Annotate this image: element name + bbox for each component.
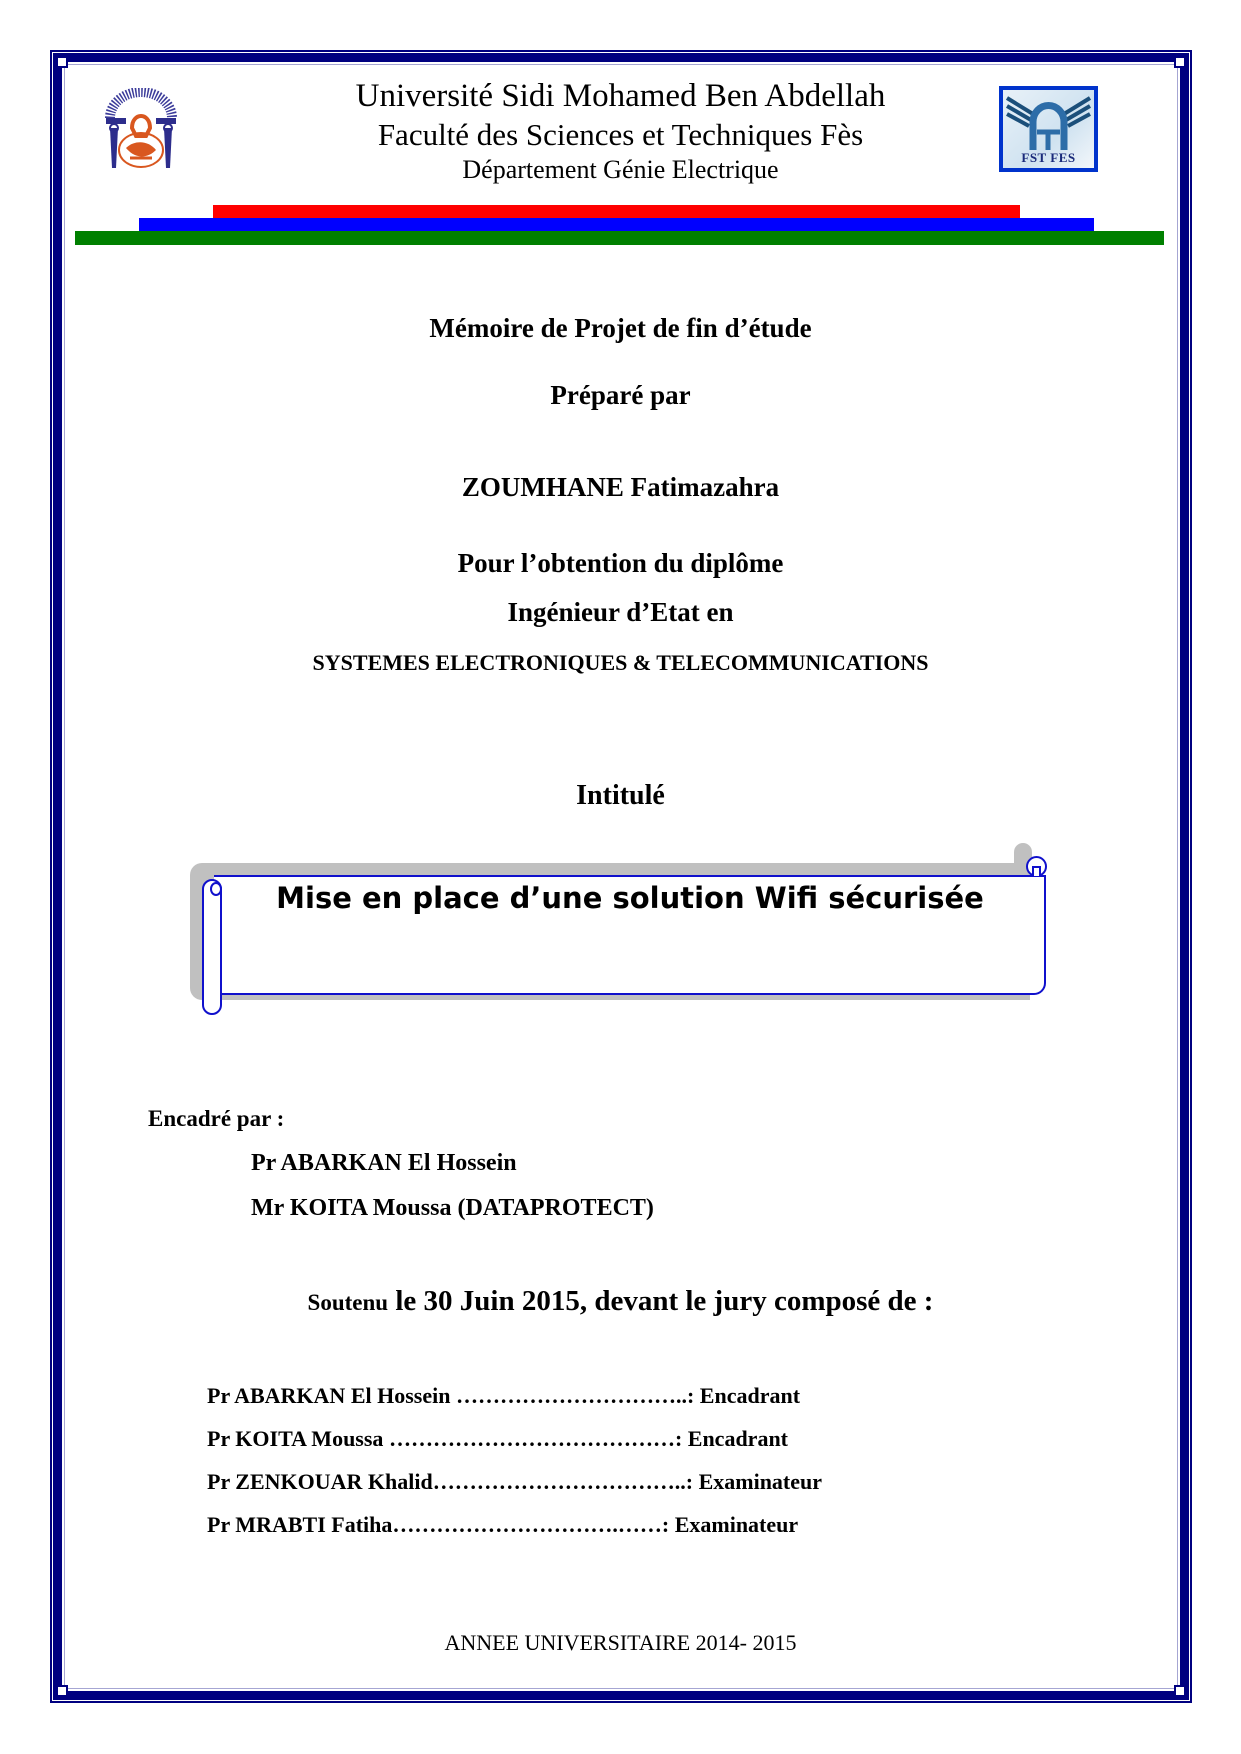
jury-member-role: : Encadrant: [686, 1383, 801, 1408]
border-corner-ornament: [56, 1685, 68, 1697]
defense-statement: [0, 1285, 1241, 1318]
jury-dots: …………………………………: [388, 1426, 675, 1451]
jury-member-name: Pr ZENKOUAR Khalid: [207, 1469, 433, 1494]
academic-year: ANNEE UNIVERSITAIRE 2014- 2015: [444, 1630, 797, 1655]
defense-prefix: Soutenu: [307, 1290, 389, 1315]
specialty: SYSTEMES ELECTRONIQUES & TELECOMMUNICATIONS: [312, 650, 929, 675]
jury-member-name: Pr KOITA Moussa: [207, 1426, 389, 1451]
header-bar-red: [213, 205, 1020, 218]
jury-member-name: Pr MRABTI Fatiha: [207, 1512, 393, 1537]
document-type: Mémoire de Projet de fin d’étude: [429, 313, 812, 343]
department-name: Département Génie Electrique: [462, 155, 779, 184]
jury-member-role: : Encadrant: [674, 1426, 788, 1451]
supervisor-item: Pr ABARKAN El Hossein: [251, 1150, 517, 1176]
header-bar-blue: [139, 218, 1094, 231]
jury-member-role: : Examinateur: [661, 1512, 799, 1537]
border-corner-ornament: [1174, 56, 1186, 68]
diploma-label: Pour l’obtention du diplôme: [457, 548, 784, 578]
supervised-by-label: Encadré par :: [148, 1106, 285, 1131]
faculty-name: Faculté des Sciences et Techniques Fès: [377, 117, 864, 152]
jury-row: [207, 1512, 798, 1538]
author-name: ZOUMHANE Fatimazahra: [461, 472, 780, 502]
border-corner-ornament: [1174, 1685, 1186, 1697]
title-label: Intitulé: [576, 780, 665, 811]
jury-row: [207, 1383, 800, 1409]
jury-dots: ………………………….……: [392, 1512, 662, 1537]
jury-row: [207, 1469, 822, 1495]
header-bar-green: [75, 231, 1164, 245]
scroll-curl-right: [1032, 866, 1041, 876]
border-corner-ornament: [56, 56, 68, 68]
degree-label: Ingénieur d’Etat en: [507, 597, 734, 627]
prepared-by-label: Préparé par: [550, 380, 691, 410]
jury-member-role: : Examinateur: [685, 1469, 823, 1494]
jury-dots: …………………………..: [455, 1383, 687, 1408]
fst-fes-label: FST FES: [1021, 150, 1076, 165]
jury-row: [207, 1426, 788, 1452]
supervisor-item: Mr KOITA Moussa (DATAPROTECT): [251, 1195, 654, 1221]
thesis-title: Mise en place d’une solution Wifi sécurisée: [276, 881, 984, 915]
defense-text: le 30 Juin 2015, devant le jury composé de :: [388, 1285, 934, 1317]
jury-dots: ……………………………..: [432, 1469, 686, 1494]
university-name: Université Sidi Mohamed Ben Abdellah: [355, 78, 886, 114]
jury-member-name: Pr ABARKAN El Hossein: [207, 1383, 456, 1408]
